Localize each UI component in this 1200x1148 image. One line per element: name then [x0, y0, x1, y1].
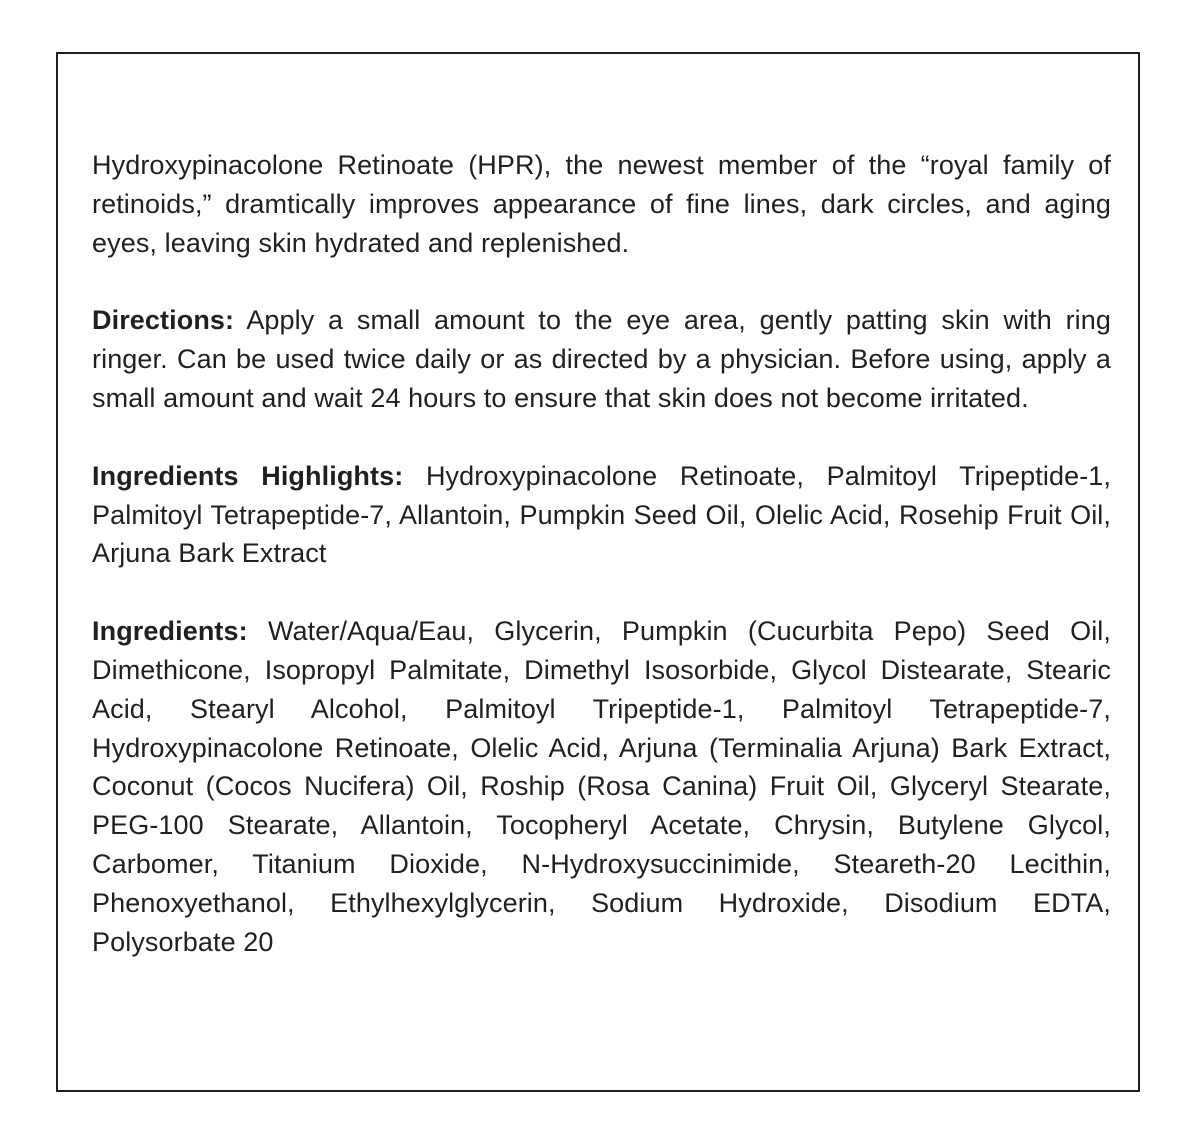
product-info-panel [56, 52, 1140, 1092]
highlights-label: Ingredients Highlights: [92, 460, 404, 491]
intro-text: Hydroxypinacolone Retinoate (HPR), the newest member of the “royal family of retinoids,” dramtically improves appearance of fine lines, dark circles, and aging eyes, leaving skin hydrated and replenished. [92, 150, 1111, 258]
directions-text: Apply a small amount to the eye area, gently patting skin with ring ringer. Can be used twice daily or as directed by a physician. Before using, apply a small amount and wait 24 hours to ensure that skin does not become irritated. [92, 305, 1111, 413]
highlights-paragraph [92, 457, 1111, 573]
directions-label: Directions: [92, 305, 235, 336]
ingredients-text: Water/Aqua/Eau, Glycerin, Pumpkin (Cucurbita Pepo) Seed Oil, Dimethicone, Isopropyl Palmitate, Dimethyl Isosorbide, Glycol Distearate, Stearic Acid, Stearyl Alcohol, Palmitoyl Tripeptide-1, Palmitoyl Tetrapeptide-7, Hydroxypinacolone Retinoate, Olelic Acid, Arjuna (Terminalia Arjuna) Bark Extract, Coconut (Cocos Nucifera) Oil, Roship (Rosa Canina) Fruit Oil, Glyceryl Stearate, PEG-100 Stearate, Allantoin, Tocopheryl Acetate, Chrysin, Butylene Glycol, Carbomer, Titanium Dioxide, N-Hydroxysuccinimide, Steareth-20 Lecithin, Phenoxyethanol, Ethylhexylglycerin, Sodium Hydroxide, Disodium EDTA, Polysorbate 20 [92, 616, 1112, 957]
highlights-text: Hydroxypinacolone Retinoate, Palmitoyl Tripeptide-1, Palmitoyl Tetrapeptide-7, Allantoin, Pumpkin Seed Oil, Olelic Acid, Rosehip Fruit Oil, Arjuna Bark Extract [92, 460, 1112, 569]
product-info-content [92, 146, 1111, 961]
directions-paragraph [92, 301, 1111, 417]
ingredients-paragraph [92, 612, 1111, 961]
ingredients-label: Ingredients: [92, 616, 248, 647]
intro-paragraph [92, 146, 1111, 262]
